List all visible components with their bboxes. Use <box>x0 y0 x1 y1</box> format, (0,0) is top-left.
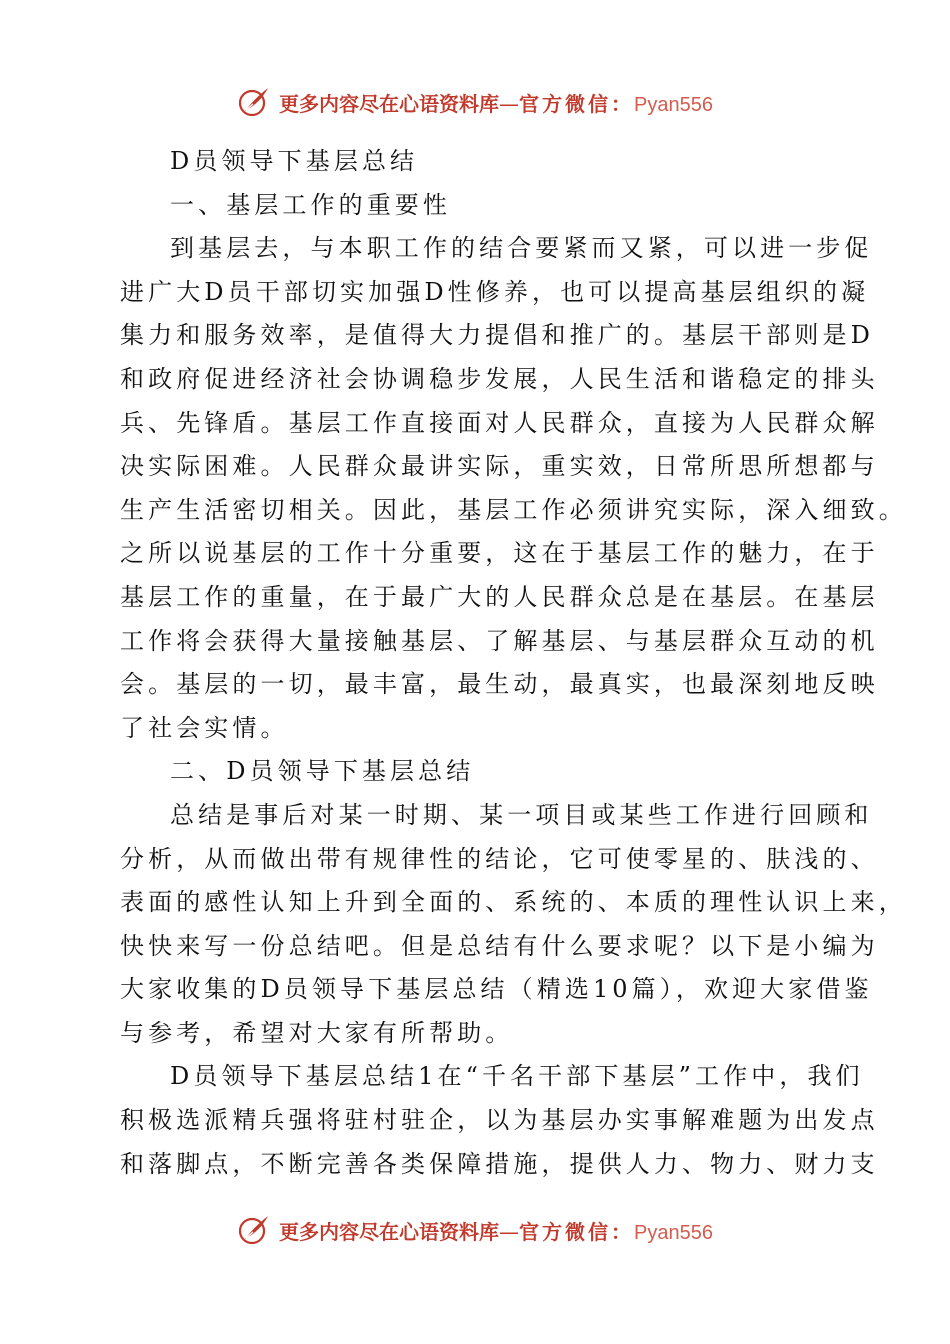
watermark-text <box>279 1216 713 1245</box>
text-line: 二、D员领导下基层总结 <box>170 757 475 786</box>
text-line: 到基层去，与本职工作的结合要紧而又紧，可以进一步促 <box>170 234 873 263</box>
watermark-footer <box>0 1208 950 1252</box>
watermark-brand: 更多内容尽在心语资料库 <box>279 1219 500 1244</box>
text-line: 之所以说基层的工作十分重要，这在于基层工作的魅力，在于 <box>120 539 879 568</box>
watermark-brand: 更多内容尽在心语资料库 <box>279 91 500 116</box>
watermark-account: Pyan556 <box>634 93 713 116</box>
text-line: 了社会实情。 <box>120 713 289 742</box>
text-line: 积极选派精兵强将驻村驻企，以为基层办实事解难题为出发点 <box>120 1106 879 1135</box>
text-line: 决实际困难。人民群众最讲实际，重实效，日常所思所想都与 <box>120 452 879 481</box>
quill-logo-icon <box>237 85 271 119</box>
watermark-dash: — <box>499 1219 520 1244</box>
text-line: 会。基层的一切，最丰富，最生动，最真实，也最深刻地反映 <box>120 670 879 699</box>
text-line: D员领导下基层总结 <box>170 147 419 175</box>
text-line: 分析，从而做出带有规律性的结论，它可使零星的、肤浅的、 <box>120 844 879 873</box>
text-line: 生产生活密切相关。因此，基层工作必须讲究实际，深入细致。 <box>120 495 907 524</box>
watermark-wechat-label: 官方微信： <box>519 1219 635 1244</box>
text-line: D员领导下基层总结1在“千名干部下基层”工作中，我们 <box>170 1062 864 1091</box>
watermark-dash: — <box>499 91 520 116</box>
text-line: 与参考，希望对大家有所帮助。 <box>120 1018 514 1047</box>
quill-logo-icon <box>237 1213 271 1247</box>
watermark-header <box>0 80 950 124</box>
text-line: 总结是事后对某一时期、某一项目或某些工作进行回顾和 <box>170 800 873 829</box>
text-line: 大家收集的D员领导下基层总结（精选10篇），欢迎大家借鉴 <box>120 975 873 1004</box>
text-line: 快快来写一份总结吧。但是总结有什么要求呢？以下是小编为 <box>120 931 879 960</box>
text-line: 一、基层工作的重要性 <box>170 190 451 219</box>
watermark-text <box>279 88 713 117</box>
watermark-wechat-label: 官方微信： <box>519 91 635 116</box>
text-line: 集力和服务效率，是值得大力提倡和推广的。基层干部则是D <box>120 321 874 350</box>
text-line: 工作将会获得大量接触基层、了解基层、与基层群众互动的机 <box>120 626 879 655</box>
text-line: 和落脚点，不断完善各类保障措施，提供人力、物力、财力支 <box>120 1149 879 1178</box>
text-line: 进广大D员干部切实加强D性修养，也可以提高基层组织的凝 <box>120 277 870 306</box>
text-line: 和政府促进经济社会协调稳步发展，人民生活和谐稳定的排头 <box>120 364 879 393</box>
document-body <box>120 140 907 1186</box>
text-line: 基层工作的重量，在于最广大的人民群众总是在基层。在基层 <box>120 582 879 611</box>
text-line: 表面的感性认知上升到全面的、系统的、本质的理性认识上来， <box>120 888 907 917</box>
text-line: 兵、先锋盾。基层工作直接面对人民群众，直接为人民群众解 <box>120 408 879 437</box>
watermark-account: Pyan556 <box>634 1221 713 1244</box>
